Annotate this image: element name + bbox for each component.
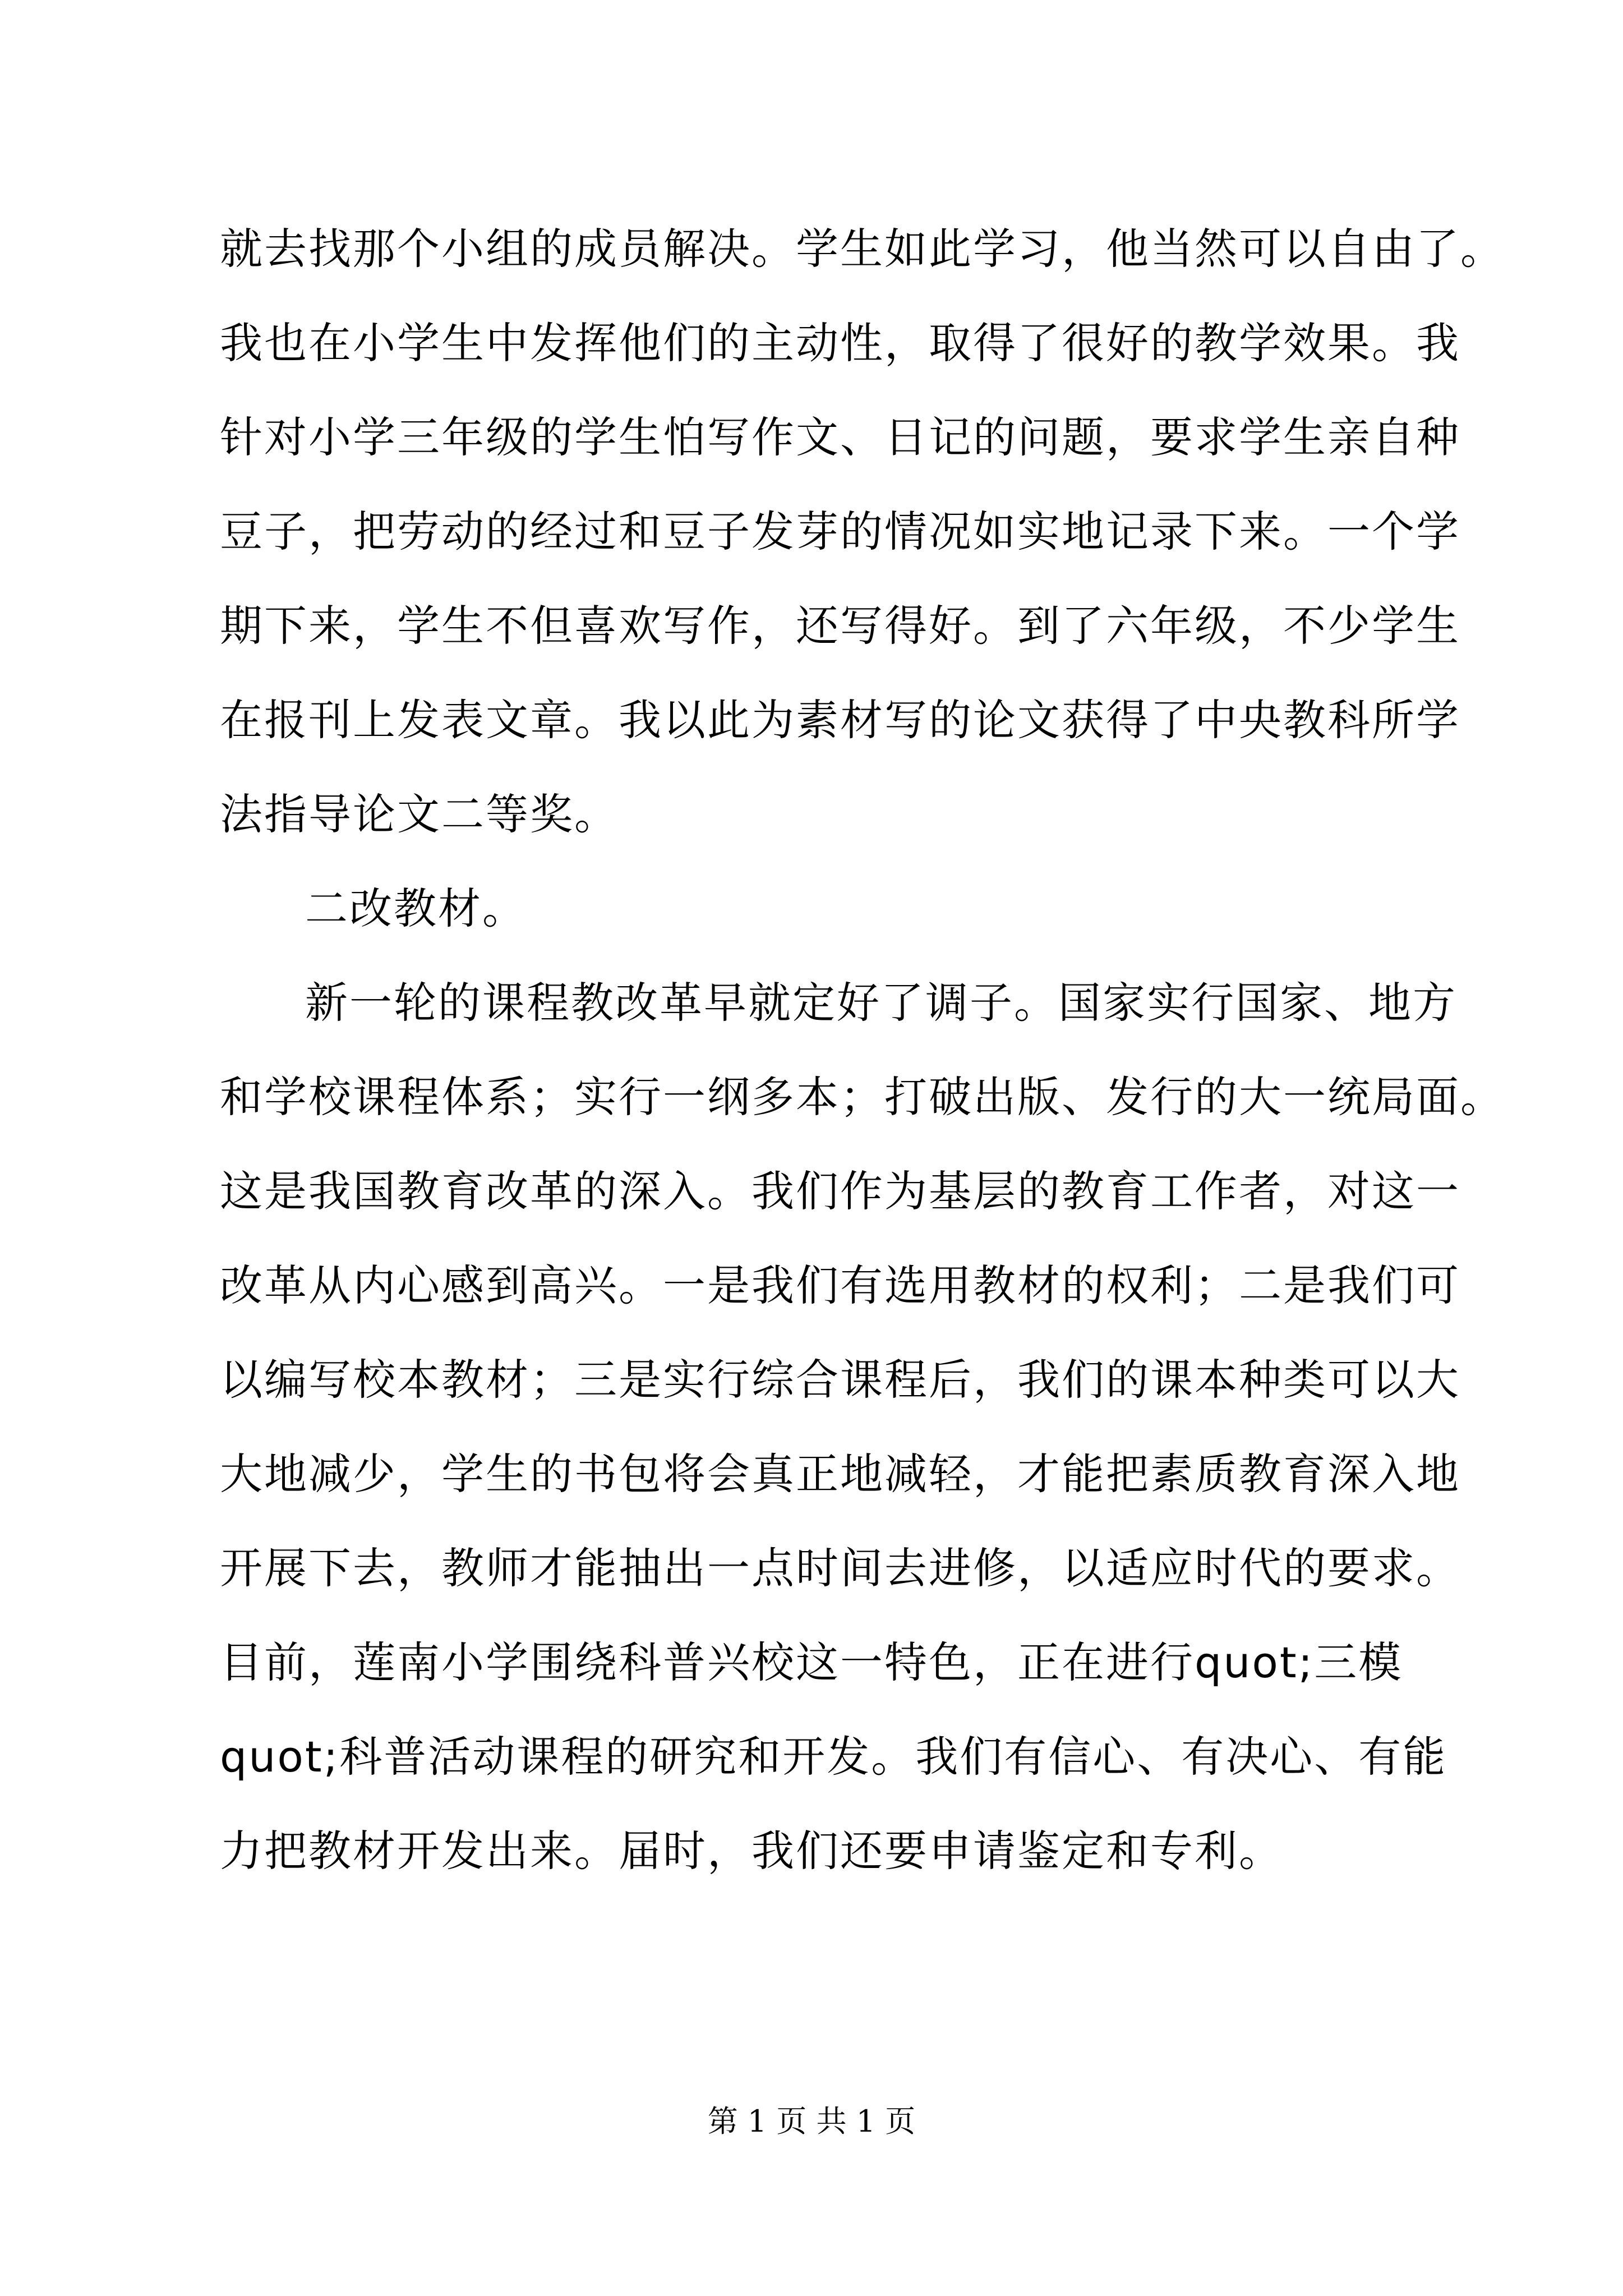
- text-line: 在报刊上发表文章。我以此为素材写的论文获得了中央教科所学: [220, 695, 1460, 745]
- page-number-footer: 第 1 页 共 1 页: [707, 2104, 916, 2139]
- text-line: 就去找那个小组的成员解决。学生如此学习，他当然可以自由了。: [220, 224, 1505, 274]
- text-line: 新一轮的课程教改革早就定好了调子。国家实行国家、地方: [305, 978, 1457, 1028]
- section-heading: 二改教材。: [305, 884, 527, 933]
- text-line: 和学校课程体系；实行一纲多本；打破出版、发行的大一统局面。: [220, 1072, 1505, 1122]
- text-line: 目前，莲南小学围绕科普兴校这一特色，正在进行quot;三模: [220, 1637, 1403, 1687]
- text-line: 期下来，学生不但喜欢写作，还写得好。到了六年级，不少学生: [220, 601, 1460, 651]
- text-line: 这是我国教育改革的深入。我们作为基层的教育工作者，对这一: [220, 1166, 1460, 1216]
- text-line: 豆子，把劳动的经过和豆子发芽的情况如实地记录下来。一个学: [220, 507, 1460, 556]
- text-line: 法指导论文二等奖。: [220, 789, 619, 839]
- text-line: 开展下去，教师才能抽出一点时间去进修，以适应时代的要求。: [220, 1543, 1460, 1593]
- text-line: 以编写校本教材；三是实行综合课程后，我们的课本种类可以大: [220, 1355, 1460, 1405]
- document-body: [220, 202, 1505, 1898]
- text-line: 改革从内心感到高兴。一是我们有选用教材的权利；二是我们可: [220, 1260, 1460, 1310]
- text-line: 力把教材开发出来。届时，我们还要申请鉴定和专利。: [220, 1826, 1283, 1876]
- text-line: 针对小学三年级的学生怕写作文、日记的问题，要求学生亲自种: [220, 412, 1460, 462]
- text-line: 大地减少，学生的书包将会真正地减轻，才能把素质教育深入地: [220, 1449, 1460, 1499]
- text-line: 我也在小学生中发挥他们的主动性，取得了很好的教学效果。我: [220, 318, 1460, 368]
- text-line: quot;科普活动课程的研究和开发。我们有信心、有决心、有能: [220, 1732, 1447, 1782]
